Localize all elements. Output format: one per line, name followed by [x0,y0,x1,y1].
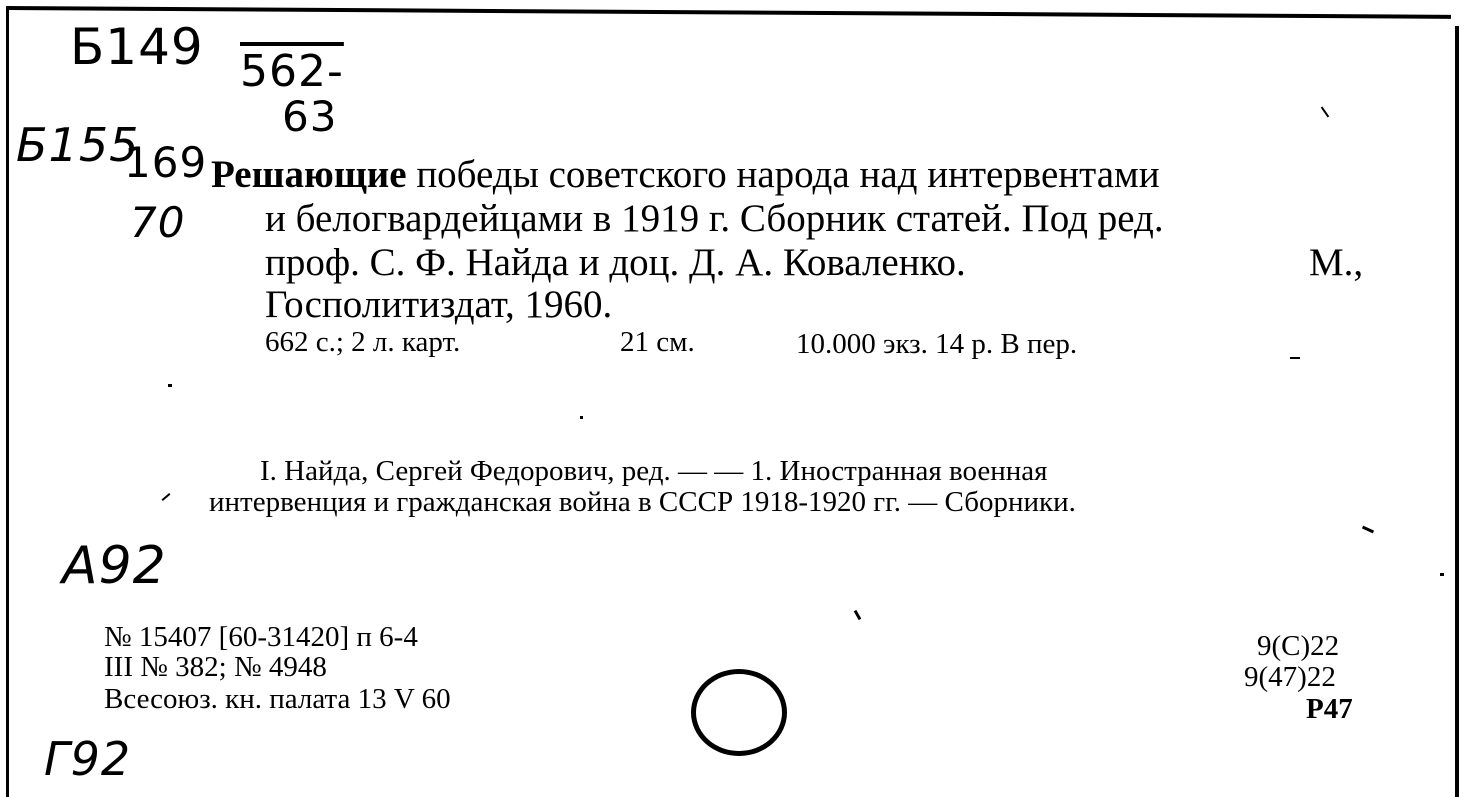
description-size: 21 см. [620,326,695,358]
title-line-4: Госполитиздат, 1960. [265,283,613,326]
handwritten-number-left-1: 169 [124,138,208,187]
handwritten-code-bottom: Г92 [44,732,132,786]
scan-speck [580,416,583,419]
scan-speck [168,384,172,387]
title-heading-word: Решающие [211,153,407,196]
title-line-2: и белогвардейцами в 1919 г. Сборник статей. Под ред. [265,197,1164,240]
title-line-3-end: М., [1309,241,1364,284]
card-right-border [1455,26,1459,797]
card-punch-hole [691,669,787,756]
description-copies-price: 10.000 экз. 14 р. В пер. [796,328,1078,360]
title-heading-rest: победы советского народа над интервентами [416,153,1160,196]
card-left-border [6,6,9,797]
scan-speck [854,610,862,620]
scan-speck [1362,526,1374,534]
card-top-border [6,6,1451,19]
imprint-line-1: № 15407 [60-31420] п 6-4 [104,621,418,653]
handwritten-code-top: Б149 [70,18,204,76]
scan-speck [1290,357,1300,359]
scan-speck [1321,107,1330,118]
classification-line-2: 9(47)22 [1244,661,1336,693]
handwritten-code-middle: А92 [62,536,167,596]
scan-speck [162,493,171,501]
scan-speck [1440,573,1444,576]
classification-line-1: 9(С)22 [1257,630,1340,662]
tracings-line-1: I. Найда, Сергей Федорович, ред. — — 1. Иностранная военная [260,455,1048,487]
imprint-line-3: Всесоюз. кн. палата 13 V 60 [104,683,451,715]
handwritten-fraction-top: 562- [240,46,344,97]
handwritten-number-left-2: 70 [130,198,186,247]
handwritten-fraction-bottom: 63 [282,92,338,141]
description-pages: 662 с.; 2 л. карт. [265,326,461,358]
tracings-line-2: интервенция и гражданская война в СССР 1918-1920 гг. — Сборники. [209,486,1076,518]
catalog-card [6,6,1465,797]
title-line-3: проф. С. Ф. Найда и доц. Д. А. Коваленко. [265,241,966,284]
imprint-line-2: III № 382; № 4948 [104,651,327,683]
title-line-1 [211,152,1160,197]
handwritten-code-left: Б155 [16,118,140,172]
classification-line-3: Р47 [1306,693,1353,725]
